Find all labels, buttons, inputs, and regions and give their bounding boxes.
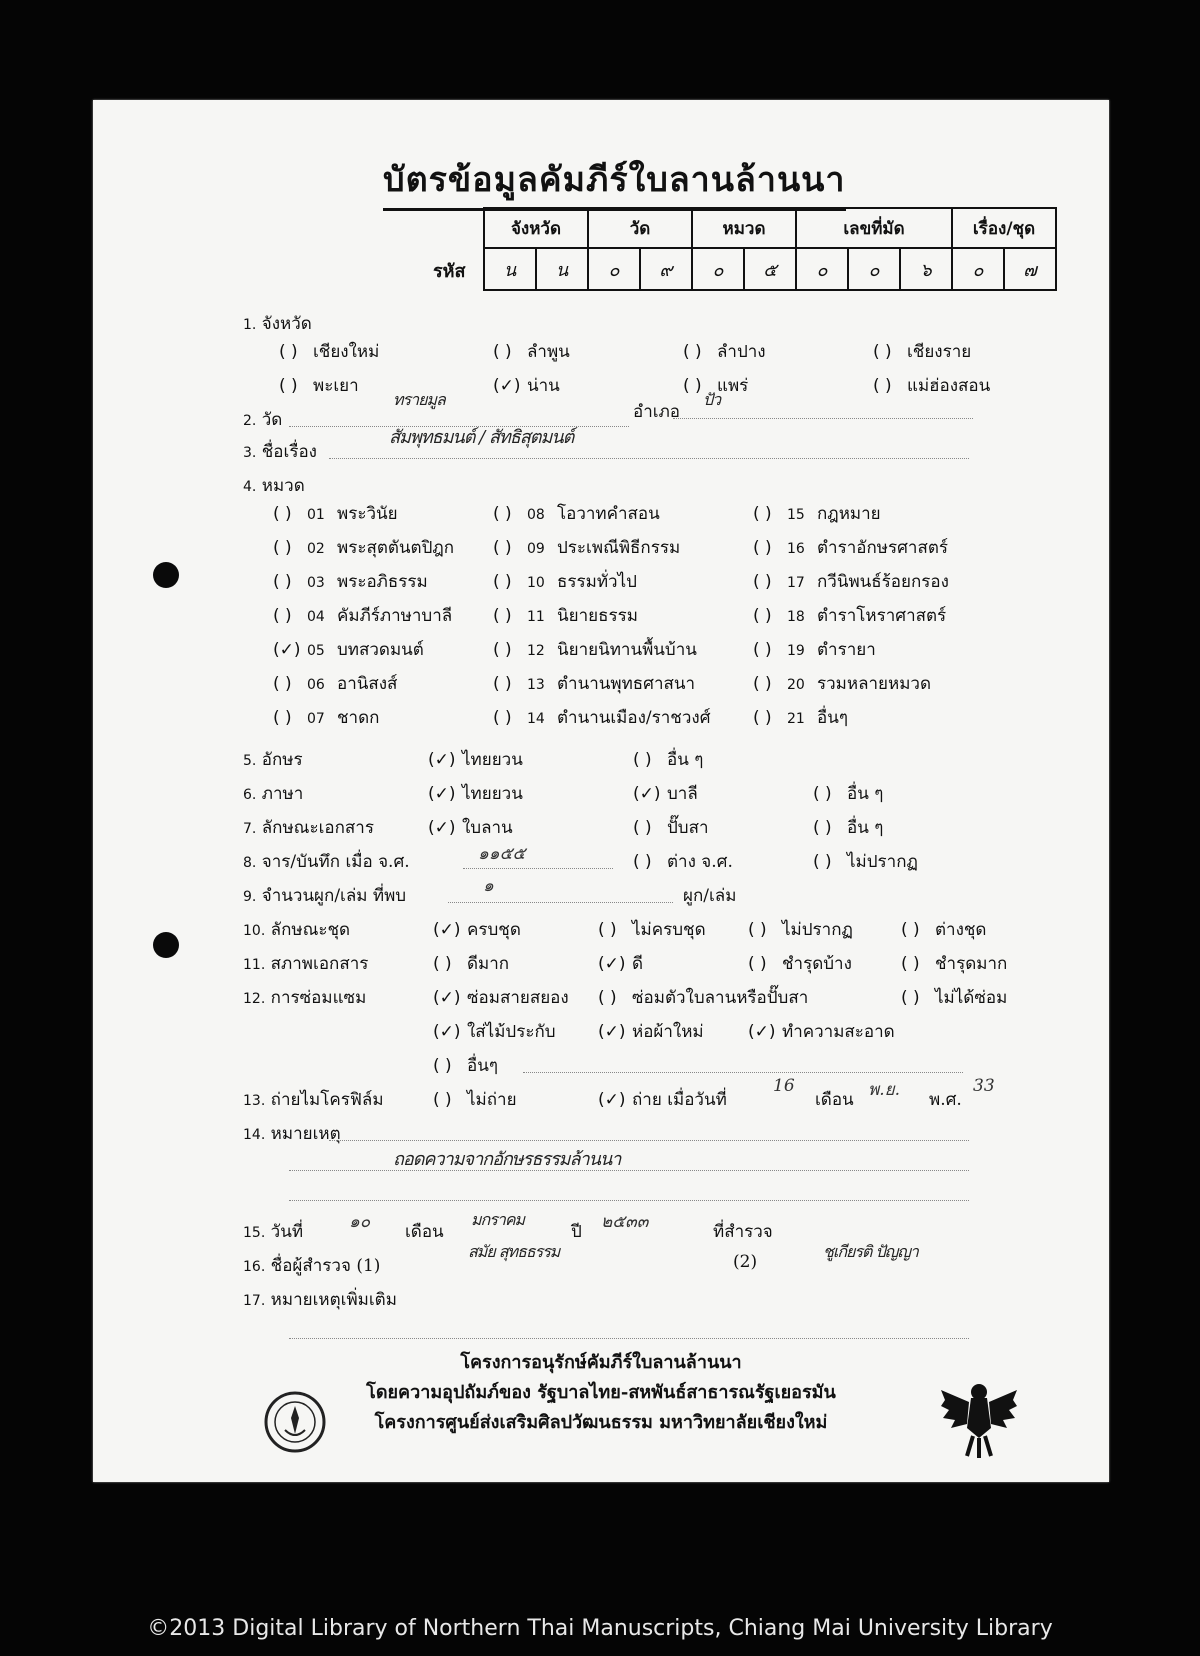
q8-option[interactable]: ( ) ไม่ปรากฏ (813, 852, 918, 872)
q17-label: 17. หมายเหตุเพิ่มเติม (243, 1290, 397, 1310)
q13-day-value[interactable]: 16 (773, 1076, 795, 1096)
q4-category-item[interactable]: ( ) 11 นิยายธรรม (493, 606, 638, 626)
code-digit: ๐ (692, 248, 744, 290)
q12-option[interactable]: ( ) ไม่ได้ซ่อม (901, 988, 1008, 1008)
q13-month-value[interactable]: พ.ย. (868, 1080, 900, 1100)
q15-day-value[interactable]: ๑๐ (349, 1212, 371, 1232)
q5-option[interactable]: ( ) อื่น ๆ (633, 750, 704, 770)
q16-label-2: (2) (733, 1252, 758, 1272)
q4-category-item[interactable]: ( ) 19 ตำรายา (753, 640, 876, 660)
q6-option-checked[interactable]: (✓) ไทยยวน (428, 784, 523, 804)
code-table (483, 207, 1057, 291)
q1-option[interactable]: ( ) พะเยา (279, 376, 359, 396)
q11-option[interactable]: ( ) ชำรุดมาก (901, 954, 1008, 974)
q1-option[interactable]: ( ) เชียงใหม่ (279, 342, 380, 362)
code-digit: น (484, 248, 536, 290)
q5-label: 5. อักษร (243, 750, 303, 770)
q1-option[interactable]: ( ) แม่ฮ่องสอน (873, 376, 991, 396)
q6-label: 6. ภาษา (243, 784, 304, 804)
q14-line-1 (329, 1140, 969, 1141)
q4-category-item[interactable]: ( ) 07 ชาดก (273, 708, 380, 728)
q4-category-item[interactable]: ( ) 14 ตำนานเมือง/ราชวงศ์ (493, 708, 711, 728)
q4-category-item[interactable]: ( ) 12 นิยายนิทานพื้นบ้าน (493, 640, 697, 660)
code-header-story: เรื่อง/ชุด (952, 208, 1056, 248)
q4-category-item[interactable]: ( ) 09 ประเพณีพิธีกรรม (493, 538, 681, 558)
q4-category-item[interactable]: ( ) 01 พระวินัย (273, 504, 398, 524)
code-header-temple: วัด (588, 208, 692, 248)
q4-category-item[interactable]: ( ) 02 พระสุตตันตปิฎก (273, 538, 455, 558)
q1-heading: 1. จังหวัด (243, 314, 312, 334)
q16-surveyor2-value[interactable]: ชูเกียรติ ปัญญา (823, 1242, 918, 1261)
q7-label: 7. ลักษณะเอกสาร (243, 818, 374, 838)
q4-category-item[interactable]: ( ) 08 โอวาทคำสอน (493, 504, 660, 524)
q14-line-3 (289, 1200, 969, 1201)
q7-option[interactable]: ( ) ปั๊บสา (633, 818, 709, 838)
q15-year-value[interactable]: ๒๕๓๓ (601, 1212, 649, 1232)
code-digit: ๐ (848, 248, 900, 290)
q4-category-item[interactable]: ( ) 21 อื่นๆ (753, 708, 848, 728)
q1-option[interactable]: ( ) เชียงราย (873, 342, 972, 362)
code-digit: ๕ (744, 248, 796, 290)
q11-option-checked[interactable]: (✓) ดี (598, 954, 644, 974)
q16-label: 16. ชื่อผู้สำรวจ (1) (243, 1256, 381, 1276)
copyright-notice: ©2013 Digital Library of Northern Thai Manuscripts, Chiang Mai University Library (147, 1616, 1053, 1641)
q14-line-2 (289, 1170, 969, 1171)
q4-category-item[interactable]: (✓) 05 บทสวดมนต์ (273, 640, 424, 660)
q6-option-checked[interactable]: (✓) บาลี (633, 784, 698, 804)
q4-label: 4. หมวด (243, 476, 305, 496)
code-digit: น (536, 248, 588, 290)
q5-option-checked[interactable]: (✓) ไทยยวน (428, 750, 523, 770)
q4-category-item[interactable]: ( ) 20 รวมหลายหมวด (753, 674, 932, 694)
q10-option-checked[interactable]: (✓) ครบชุด (433, 920, 521, 940)
q15-label: 15. วันที่ (243, 1222, 304, 1242)
q2-temple-value[interactable]: ทรายมูล (393, 390, 445, 409)
footer-line-3: โครงการศูนย์ส่งเสริมศิลปวัฒนธรรม มหาวิทยาลัยเชียงใหม่ (374, 1412, 828, 1433)
q4-category-item[interactable]: ( ) 18 ตำราโหราศาสตร์ (753, 606, 947, 626)
q2-district-line (673, 418, 973, 419)
q12-other-line (523, 1072, 963, 1073)
q1-option[interactable]: ( ) ลำพูน (493, 342, 570, 362)
q4-category-item[interactable]: ( ) 15 กฎหมาย (753, 504, 881, 524)
q15-month-label: เดือน (405, 1222, 444, 1242)
code-digit: ๐ (952, 248, 1004, 290)
code-label: รหัส (433, 261, 466, 282)
q9-unit: ผูก/เล่ม (683, 886, 737, 906)
q11-option[interactable]: ( ) ดีมาก (433, 954, 510, 974)
q14-note-value[interactable]: ถอดความจากอักษรธรรมล้านนา (393, 1149, 621, 1170)
q1-label: จังหวัด (261, 314, 312, 334)
q4-category-item[interactable]: ( ) 16 ตำราอักษรศาสตร์ (753, 538, 948, 558)
q12-option[interactable]: ( ) ซ่อมตัวใบลานหรือปั๊บสา (598, 988, 809, 1008)
q4-category-item[interactable]: ( ) 17 กวีนิพนธ์ร้อยกรอง (753, 572, 949, 592)
q4-category-item[interactable]: ( ) 10 ธรรมทั่วไป (493, 572, 637, 592)
q12-option-checked[interactable]: (✓) ทำความสะอาด (748, 1022, 895, 1042)
q4-category-item[interactable]: ( ) 04 คัมภีร์ภาษาบาลี (273, 606, 453, 626)
q15-place-label: ที่สำรวจ (713, 1222, 773, 1242)
q16-surveyor1-value[interactable]: สมัย สุทธธรรม (468, 1242, 560, 1261)
punch-hole-bottom (153, 932, 179, 958)
q8-option[interactable]: ( ) ต่าง จ.ศ. (633, 852, 733, 872)
code-header-province: จังหวัด (484, 208, 588, 248)
q1-option-checked[interactable]: (✓) น่าน (493, 376, 560, 396)
code-digit: ๐ (796, 248, 848, 290)
q10-option[interactable]: ( ) ต่างชุด (901, 920, 987, 940)
code-digit: ๐ (588, 248, 640, 290)
university-seal-icon (263, 1390, 327, 1454)
q10-option[interactable]: ( ) ไม่ครบชุด (598, 920, 706, 940)
code-header-bundle: เลขที่มัด (796, 208, 952, 248)
data-card (93, 100, 1109, 1482)
punch-hole-top (153, 562, 179, 588)
q2-district-label: อำเภอ (633, 402, 680, 422)
q12-label: 12. การซ่อมแซม (243, 988, 367, 1008)
q13-yes-option-checked[interactable]: (✓) ถ่าย เมื่อวันที่ (598, 1090, 727, 1110)
code-header-category: หมวด (692, 208, 796, 248)
q17-line (289, 1338, 969, 1339)
q13-no-option[interactable]: ( ) ไม่ถ่าย (433, 1090, 517, 1110)
q7-option[interactable]: ( ) อื่น ๆ (813, 818, 884, 838)
q3-line (329, 458, 969, 459)
q12-option-checked[interactable]: (✓) ห่อผ้าใหม่ (598, 1022, 704, 1042)
q10-label: 10. ลักษณะชุด (243, 920, 351, 940)
q10-option[interactable]: ( ) ไม่ปรากฏ (748, 920, 853, 940)
q8-line (463, 868, 613, 869)
q9-count-value[interactable]: ๑ (483, 876, 494, 896)
footer-line-2: โดยความอุปถัมภ์ของ รัฐบาลไทย-สหพันธ์สาธารณรัฐเยอรมัน (366, 1382, 836, 1403)
q13-label: 13. ถ่ายไมโครฟิล์ม (243, 1090, 384, 1110)
q12-option-checked[interactable]: (✓) ซ่อมสายสยอง (433, 988, 569, 1008)
code-digit: ๖ (900, 248, 952, 290)
q4-category-item[interactable]: ( ) 13 ตำนานพุทธศาสนา (493, 674, 696, 694)
q1-option[interactable]: ( ) แพร่ (683, 376, 749, 396)
q12-option[interactable]: ( ) อื่นๆ (433, 1056, 498, 1076)
q15-year-label: ปี (571, 1222, 582, 1242)
q8-label: 8. จาร/บันทึก เมื่อ จ.ศ. (243, 852, 410, 872)
q8-year-value[interactable]: ๑๑๕๕ (478, 844, 526, 864)
q9-line (448, 902, 673, 903)
card-title: บัตรข้อมูลคัมภีร์ใบลานล้านนา (383, 152, 846, 211)
code-digit: ๗ (1004, 248, 1056, 290)
q13-year-value[interactable]: 33 (973, 1076, 995, 1096)
footer-line-1: โครงการอนุรักษ์คัมภีร์ใบลานล้านนา (460, 1352, 742, 1373)
q4-category-item[interactable]: ( ) 03 พระอภิธรรม (273, 572, 428, 592)
q2-district-value[interactable]: ปัว (703, 390, 721, 409)
q2-label: 2. วัด (243, 410, 283, 430)
q7-option-checked[interactable]: (✓) ใบลาน (428, 818, 513, 838)
german-eagle-emblem-icon (939, 1378, 1019, 1462)
q13-month-label: เดือน (815, 1090, 854, 1110)
q15-month-value[interactable]: มกราคม (471, 1210, 525, 1229)
q3-title-value[interactable]: สัมพุทธมนต์ / สัทธิสุตมนต์ (389, 427, 574, 448)
q4-category-item[interactable]: ( ) 06 อานิสงส์ (273, 674, 398, 694)
code-digit: ๙ (640, 248, 692, 290)
q6-option[interactable]: ( ) อื่น ๆ (813, 784, 884, 804)
q11-option[interactable]: ( ) ชำรุดบ้าง (748, 954, 852, 974)
q12-option-checked[interactable]: (✓) ใส่ไม้ประกับ (433, 1022, 556, 1042)
q14-label: 14. หมายเหตุ (243, 1124, 341, 1144)
q9-label: 9. จำนวนผูก/เล่ม ที่พบ (243, 886, 407, 906)
q13-year-label: พ.ศ. (929, 1090, 962, 1110)
q11-label: 11. สภาพเอกสาร (243, 954, 369, 974)
q1-option[interactable]: ( ) ลำปาง (683, 342, 766, 362)
q3-label: 3. ชื่อเรื่อง (243, 442, 317, 462)
